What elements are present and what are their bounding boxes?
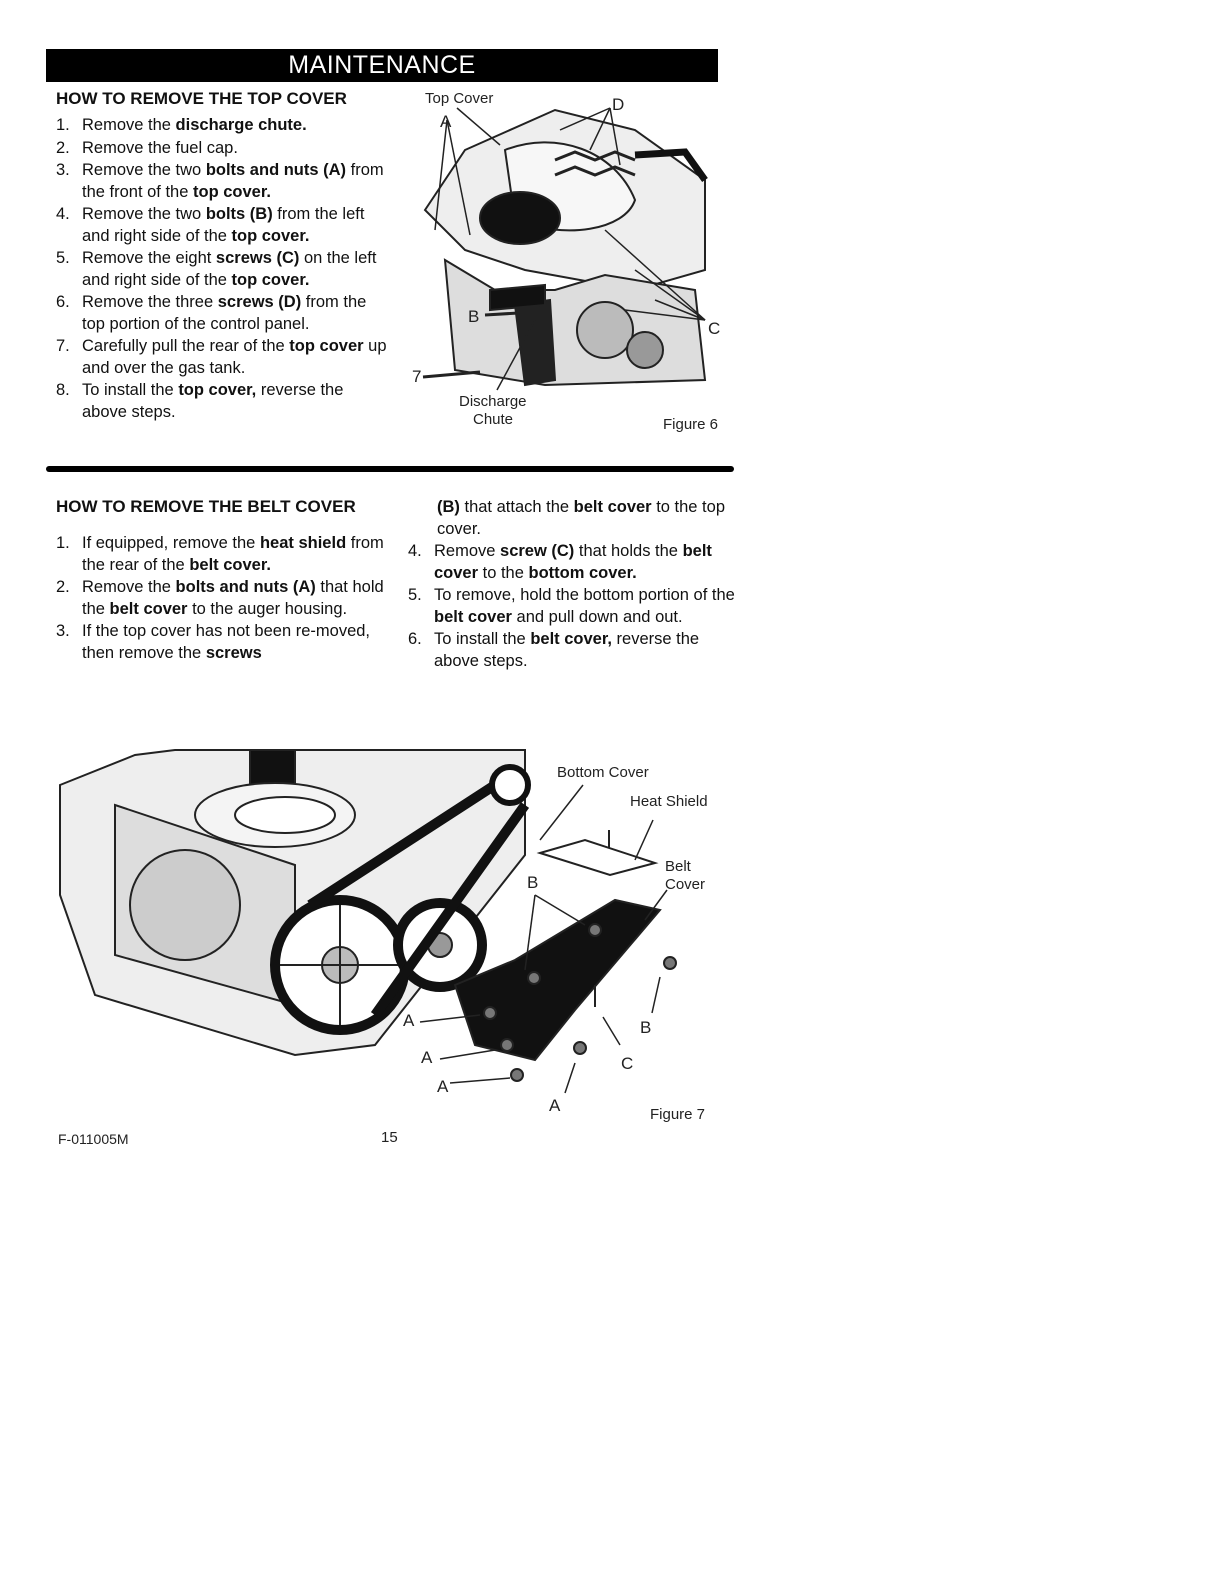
step-text: up and over the gas tank. — [82, 337, 387, 377]
bold-term: screw (C) — [500, 542, 575, 560]
bold-term: belt cover — [109, 599, 188, 618]
bold-term: bolts and nuts (A) — [205, 161, 347, 179]
bold-term: top cover. — [193, 182, 271, 201]
bold-term: top cover — [289, 337, 364, 355]
step-item — [405, 585, 740, 628]
figure-6-caption: Figure 6 — [663, 416, 719, 433]
step-item — [53, 160, 388, 203]
belt-cover-steps-right — [405, 541, 740, 673]
belt-cover-step3-continued — [437, 497, 737, 540]
bold-term: bolts (B) — [205, 205, 273, 223]
step-text: to the — [478, 563, 529, 582]
step-item — [53, 292, 388, 335]
fig6-label-a: A — [440, 112, 452, 131]
fig7-bottom-cover-label: Bottom Cover — [557, 764, 649, 781]
heat-shield-shape — [540, 840, 655, 875]
step-number: 4. — [56, 205, 70, 223]
step-text: Remove — [434, 542, 501, 560]
bold-term: discharge chute. — [175, 116, 307, 134]
step-text: To install the — [434, 630, 531, 648]
step-number: 1. — [56, 534, 70, 552]
step-text: that attach the — [459, 498, 574, 516]
step-item — [53, 248, 388, 291]
step-text: Remove the eight — [82, 249, 216, 267]
step-item — [53, 380, 388, 423]
fig6-discharge-label-2: Chute — [473, 411, 514, 428]
fig7-label-a-3: A — [437, 1077, 449, 1096]
step-number: 2. — [56, 138, 70, 157]
fig7-label-a-1: A — [403, 1011, 415, 1030]
bold-term: (B) — [437, 498, 460, 516]
document-code: F-011005M — [58, 1131, 129, 1147]
fig7-belt-cover-label-1: Belt — [665, 858, 691, 875]
fig7-label-a-2: A — [421, 1048, 433, 1067]
bold-term: screws (D) — [217, 293, 302, 311]
step-text: Remove the — [82, 116, 176, 134]
step-text: that holds the — [574, 542, 683, 560]
step-text: from the front of the — [82, 161, 384, 201]
bold-term: belt cover — [434, 542, 712, 582]
fig6-label-d: D — [612, 95, 625, 114]
bold-term: top cover, — [178, 381, 257, 399]
fig6-top-cover-label: Top Cover — [425, 90, 494, 107]
fig7-label-c: C — [621, 1054, 634, 1073]
step-text: on the left and right side of the — [82, 249, 377, 289]
step-number: 1. — [56, 116, 70, 134]
step-item — [53, 533, 388, 576]
fig7-label-b-upper: B — [527, 873, 539, 892]
step-text: reverse the above steps. — [434, 630, 700, 670]
step-number: 6. — [56, 293, 70, 311]
page-number: 15 — [381, 1129, 398, 1146]
fig6-label-7: 7 — [412, 367, 422, 386]
step-number: 8. — [56, 381, 70, 399]
step-item — [405, 541, 740, 584]
step-text: To remove, hold the bottom portion of the — [434, 586, 735, 604]
step-item — [53, 621, 388, 664]
section-banner: MAINTENANCE — [46, 49, 718, 82]
step-text: to the top cover. — [437, 498, 725, 538]
fig7-heat-shield-label: Heat Shield — [630, 793, 708, 810]
bold-term: belt cover — [573, 498, 652, 516]
step-text: from the left and right side of the — [82, 205, 365, 245]
step-number: 5. — [56, 249, 70, 267]
step-text: To install the — [82, 381, 179, 399]
fig7-label-b-lower: B — [640, 1018, 652, 1037]
step-text: Remove the three — [82, 293, 218, 311]
bold-term: bottom cover. — [528, 563, 637, 582]
fig7-belt-cover-label-2: Cover — [665, 876, 706, 893]
fig6-label-c: C — [708, 319, 721, 338]
step-text: Remove the fuel cap. — [82, 138, 238, 157]
top-cover-heading: HOW TO REMOVE THE TOP COVER — [56, 89, 347, 108]
step-text: from the rear of the — [82, 534, 384, 574]
step-text: Remove the — [82, 578, 176, 596]
bold-term: belt cover, — [530, 630, 612, 648]
step-number: 2. — [56, 578, 70, 596]
step-item — [53, 138, 388, 160]
bold-term: top cover. — [231, 270, 310, 289]
bold-term: belt cover. — [189, 555, 271, 574]
top-cover-steps — [53, 115, 388, 424]
belt-cover-steps-left — [53, 533, 388, 665]
fig6-discharge-label-1: Discharge — [459, 393, 527, 410]
step-number: 5. — [408, 586, 422, 604]
belt-cover-shape — [455, 900, 660, 1060]
step-number: 4. — [408, 542, 422, 560]
step-text: reverse the above steps. — [82, 381, 344, 421]
bold-term: belt cover — [434, 607, 512, 626]
bold-term: screws — [205, 643, 262, 662]
figure-6-illustration — [405, 90, 735, 435]
step-item — [53, 577, 388, 620]
step-item — [53, 336, 388, 379]
step-text: If the top cover has not been re-moved, then remove the — [82, 622, 371, 662]
step-item — [53, 115, 388, 137]
bold-term: bolts and nuts (A) — [175, 578, 316, 596]
section-divider — [46, 466, 734, 472]
step-number: 3. — [56, 622, 70, 640]
step-text: from the top portion of the control panel. — [82, 293, 367, 333]
bold-term: heat shield — [259, 534, 347, 552]
belt-cover-heading: HOW TO REMOVE THE BELT COVER — [56, 497, 356, 516]
fig6-label-b: B — [468, 307, 480, 326]
step-text: If equipped, remove the — [82, 534, 260, 552]
fig7-label-a-4: A — [549, 1096, 561, 1115]
step-number: 3. — [56, 161, 70, 179]
step-item — [405, 629, 740, 672]
step-item — [53, 204, 388, 247]
step-text: that hold the — [82, 578, 384, 618]
step-number: 6. — [408, 630, 422, 648]
chute-opening — [480, 192, 560, 244]
figure-7-caption: Figure 7 — [650, 1106, 706, 1123]
step-text: and pull down and out. — [511, 607, 683, 626]
step-text: Carefully pull the rear of the — [82, 337, 290, 355]
bold-term: screws (C) — [215, 249, 300, 267]
step-text: to the auger housing. — [187, 599, 348, 618]
step-number: 7. — [56, 337, 70, 355]
step-text: Remove the two — [82, 205, 206, 223]
step-text: Remove the two — [82, 161, 206, 179]
bold-term: top cover. — [231, 226, 310, 245]
